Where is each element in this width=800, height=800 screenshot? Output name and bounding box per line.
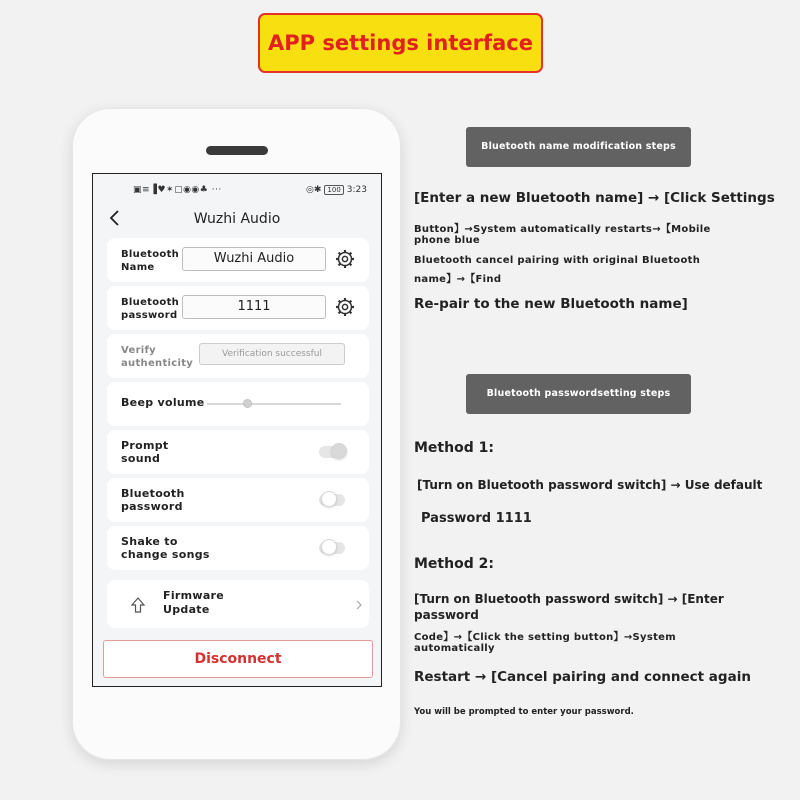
verify-row bbox=[107, 334, 369, 378]
volume-slider-track[interactable] bbox=[207, 403, 341, 405]
status-time: 3:23 bbox=[346, 185, 367, 195]
bluetooth-password-toggle[interactable] bbox=[319, 494, 345, 506]
label-line: Prompt bbox=[121, 439, 169, 452]
banner-title: APP settings interface bbox=[268, 31, 533, 55]
label-line: password bbox=[121, 500, 183, 513]
toggle-knob bbox=[321, 491, 337, 507]
status-icons-left: ▣≡▐♥✶▢◉◉♣ ··· bbox=[133, 185, 222, 195]
title-banner bbox=[258, 13, 543, 73]
firmware-update-label bbox=[163, 589, 224, 617]
shake-label bbox=[121, 535, 210, 561]
name-step-line: [Enter a new Bluetooth name] → [Click Settings bbox=[414, 190, 775, 206]
method2-line: password bbox=[414, 608, 479, 622]
verify-label bbox=[121, 344, 193, 370]
bluetooth-password-label bbox=[121, 296, 179, 322]
label-line: Update bbox=[163, 603, 210, 616]
status-bar bbox=[93, 174, 381, 200]
label-line: Shake to bbox=[121, 535, 178, 548]
app-title: Wuzhi Audio bbox=[193, 211, 281, 227]
name-steps-badge: Bluetooth name modification steps bbox=[466, 127, 691, 167]
bluetooth-password-row bbox=[107, 286, 369, 330]
status-icons: ◎✱ bbox=[306, 185, 322, 195]
bluetooth-name-row bbox=[107, 238, 369, 282]
prompt-sound-row bbox=[107, 430, 369, 474]
battery-icon: 100 bbox=[324, 185, 343, 195]
label-line: Bluetooth bbox=[121, 487, 185, 500]
label-line: Bluetooth bbox=[121, 249, 180, 260]
name-step-line: Bluetooth cancel pairing with original Bluetooth bbox=[414, 255, 701, 266]
method2-line: Code】→【Click the setting button】→System bbox=[414, 632, 676, 643]
toggle-knob bbox=[321, 539, 337, 555]
prompt-sound-label bbox=[121, 439, 168, 465]
label-line: Bluetooth bbox=[121, 297, 180, 308]
toggle-knob bbox=[331, 443, 347, 459]
method2-title: Method 2: bbox=[414, 556, 494, 572]
firmware-update-row[interactable] bbox=[107, 580, 369, 628]
upload-arrow-icon bbox=[131, 597, 145, 613]
gear-icon[interactable] bbox=[335, 297, 355, 317]
label-line: authenticity bbox=[121, 358, 194, 369]
shake-row bbox=[107, 526, 369, 570]
password-steps-badge: Bluetooth passwordsetting steps bbox=[466, 374, 691, 414]
shake-toggle[interactable] bbox=[319, 542, 345, 554]
label-line: sound bbox=[121, 452, 161, 465]
prompt-sound-toggle[interactable] bbox=[319, 446, 345, 458]
chevron-right-icon bbox=[355, 599, 363, 611]
method2-line: automatically bbox=[414, 643, 495, 654]
name-step-line: phone blue bbox=[414, 235, 481, 246]
volume-slider-thumb[interactable] bbox=[243, 399, 252, 408]
bluetooth-password-switch-label bbox=[121, 487, 185, 513]
method1-line: Password 1111 bbox=[421, 511, 532, 526]
label-line: Name bbox=[121, 262, 155, 273]
label-line: change songs bbox=[121, 548, 210, 561]
name-step-line: Re-pair to the new Bluetooth name] bbox=[414, 296, 688, 312]
disconnect-button[interactable]: Disconnect bbox=[103, 640, 373, 678]
phone-speaker bbox=[206, 146, 268, 155]
beep-volume-row bbox=[107, 382, 369, 426]
bluetooth-password-switch-row bbox=[107, 478, 369, 522]
bluetooth-name-input[interactable]: Wuzhi Audio bbox=[182, 247, 326, 271]
name-step-line: Button】→System automatically restarts→【Mobile bbox=[414, 224, 711, 235]
label-line: Firmware bbox=[163, 589, 225, 602]
method1-line: [Turn on Bluetooth password switch] → Use default bbox=[417, 478, 763, 492]
beep-volume-label: Beep volume bbox=[121, 396, 205, 409]
verification-status-button: Verification successful bbox=[199, 343, 345, 365]
name-step-line: name】→【Find bbox=[414, 274, 502, 285]
phone-screen bbox=[92, 173, 382, 687]
bluetooth-name-label bbox=[121, 248, 179, 274]
bluetooth-password-input[interactable]: 1111 bbox=[182, 295, 326, 319]
label-line: Verify bbox=[121, 345, 157, 356]
method2-line: [Turn on Bluetooth password switch] → [Enter bbox=[414, 592, 724, 606]
method2-note: You will be prompted to enter your password. bbox=[414, 707, 634, 717]
method1-title: Method 1: bbox=[414, 440, 494, 456]
app-header bbox=[93, 204, 381, 232]
status-icons-right bbox=[306, 185, 367, 195]
method2-line: Restart → [Cancel pairing and connect again bbox=[414, 669, 751, 685]
label-line: password bbox=[121, 310, 178, 321]
gear-icon[interactable] bbox=[335, 249, 355, 269]
